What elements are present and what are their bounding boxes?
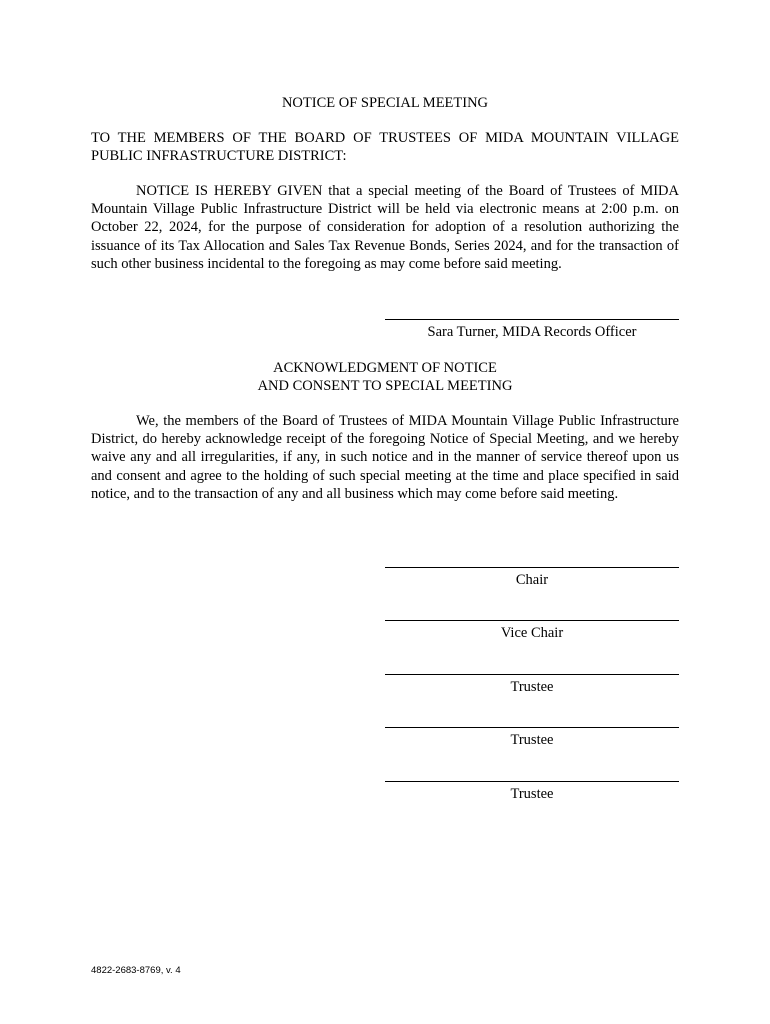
trustee-3-signature-line xyxy=(385,781,679,782)
acknowledgment-heading-line1: ACKNOWLEDGMENT OF NOTICE xyxy=(273,360,497,376)
trustee-2-signature-label: Trustee xyxy=(510,732,554,748)
trustee-1-signature-label: Trustee xyxy=(510,679,554,695)
vice-chair-signature-line xyxy=(385,620,679,621)
officer-signature-label: Sara Turner, MIDA Records Officer xyxy=(427,324,637,340)
trustee-3-signature-label: Trustee xyxy=(510,786,554,802)
officer-signature-line xyxy=(385,319,679,320)
acknowledgment-heading xyxy=(0,359,770,395)
document-footer-id: 4822-2683-8769, v. 4 xyxy=(91,965,181,976)
chair-signature-label: Chair xyxy=(515,572,549,588)
chair-signature-line xyxy=(385,567,679,568)
vice-chair-signature-label: Vice Chair xyxy=(500,625,564,641)
notice-paragraph: NOTICE IS HEREBY GIVEN that a special meeting of the Board of Trustees of MIDA Mountain Village Public Infrastructure District will be held via electronic means at 2:00 p.m. on October 22, 2024, for the purpose of consideration for adoption of a resolution authorizing the issuance of its Tax Allocation and Sales Tax Revenue Bonds, Series 2024, and for the transaction of such other business incidental to the foregoing as may come before said meeting. xyxy=(91,183,679,272)
page-title: NOTICE OF SPECIAL MEETING xyxy=(281,95,489,111)
acknowledgment-heading-line2: AND CONSENT TO SPECIAL MEETING xyxy=(257,378,513,394)
acknowledgment-paragraph: We, the members of the Board of Trustees of MIDA Mountain Village Public Infrastructure District, do hereby acknowledge receipt of the foregoing Notice of Special Meeting, and we hereby waive any and all irregularities, if any, in such notice and in the manner of service thereof upon us and consent and agree to the holding of such special meeting at the time and place specified in said notice, and to the transaction of any and all business which may come before said meeting. xyxy=(91,413,679,502)
addressee: TO THE MEMBERS OF THE BOARD OF TRUSTEES OF MIDA MOUNTAIN VILLAGE PUBLIC INFRASTRUCTURE DISTRICT: xyxy=(91,130,679,164)
trustee-1-signature-line xyxy=(385,674,679,675)
trustee-2-signature-line xyxy=(385,727,679,728)
